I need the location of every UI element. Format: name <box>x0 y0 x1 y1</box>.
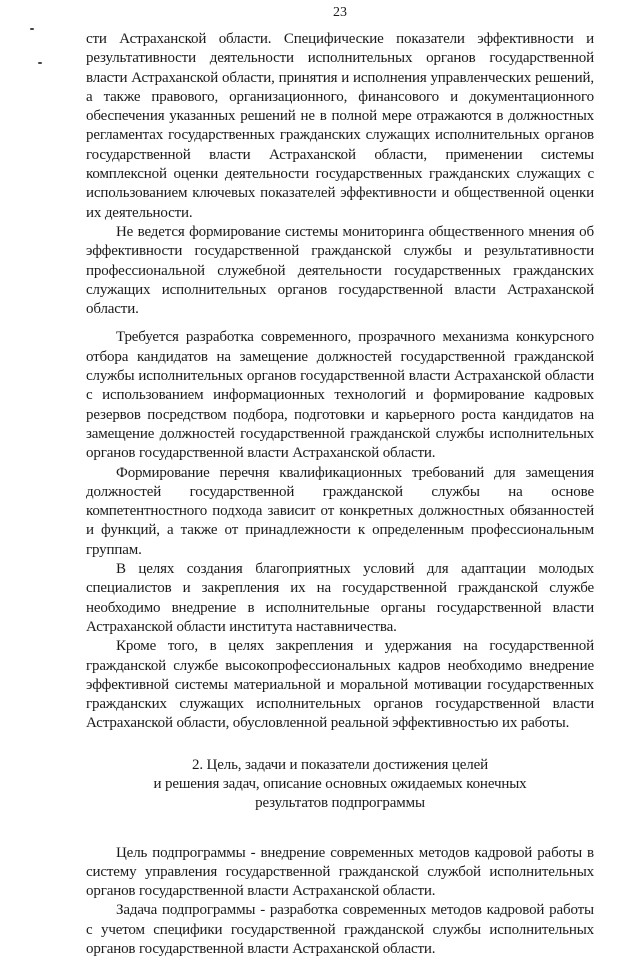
section-heading-line-3: результатов подпрограммы <box>255 795 425 812</box>
paragraph-5: В целях создания благоприятных условий для адаптации молодых специалистов и закрепления их на государственной гражданской службе необходимо внедрение в исполнительные органы государственной власти Астраханской области института наставничества. <box>86 561 594 635</box>
paragraph-2: Не ведется формирование системы мониторинга общественного мнения об эффективности государственной гражданской службы и результативности профессиональной служебной деятельности государственных гражданских служащих исполнительных органов государственной власти Астраханской области. <box>86 223 594 318</box>
paragraph-1: сти Астраханской области. Специфические показатели эффективности и результативности деятельности исполнительных органов государственной власти Астраханской области, принятия и исполнения управленческих решений, а также правового, организационного, финансового и документационного обеспечения указанных решений не в полной мере отражаются в должностных регламентах государственных гражданских служащих исполнительных органов государственной власти Астраханской области, применении системы комплексной оценки деятельности государственных гражданских служащих с использованием ключевых показателей эффективности и общественной оценки их деятельности. <box>86 31 594 221</box>
scan-speck <box>30 28 34 30</box>
section-heading-line-1: 2. Цель, задачи и показатели достижения целей <box>192 756 488 773</box>
scan-speck <box>38 62 42 64</box>
goal-paragraph: Цель подпрограммы - внедрение современных методов кадровой работы в систему управления государственной гражданской службой исполнительных органов государственной власти Астраханской области. <box>86 844 594 900</box>
paragraph-6: Кроме того, в целях закрепления и удержания на государственной гражданской службе высокопрофессиональных кадров необходимо внедрение эффективной системы материальной и моральной мотивации государственных гражданских служащих исполнительных органов государственной власти Астраханской области, обусловленной реальной эффективностью их работы. <box>86 638 594 732</box>
paragraph-4: Формирование перечня квалификационных требований для замещения должностей государственной гражданской службы на основе компетентностного подхода зависит от конкретных должностных обязанностей и функций, а также от принадлежности к определенным профессиональным группам. <box>86 464 594 558</box>
task-paragraph: Задача подпрограммы - разработка современных методов кадровой работы с учетом специфики государственной гражданской службы исполнительных органов государственной власти Астраханской области. <box>86 902 594 958</box>
document-body <box>86 30 594 959</box>
page-number: 23 <box>333 5 347 20</box>
section-heading <box>86 756 594 814</box>
section-heading-line-2: и решения задач, описание основных ожидаемых конечных <box>153 775 527 792</box>
paragraph-3: Требуется разработка современного, прозрачного механизма конкурсного отбора кандидатов на замещение должностей государственной гражданской службы исполнительных органов государственной власти Астраханской области с использованием информационных технологий и формирование кадровых резервов посредством подбора, подготовки и карьерного роста кандидатов на замещение должностей государственной гражданской службы исполнительных органов государственной власти Астраханской области. <box>86 329 594 462</box>
